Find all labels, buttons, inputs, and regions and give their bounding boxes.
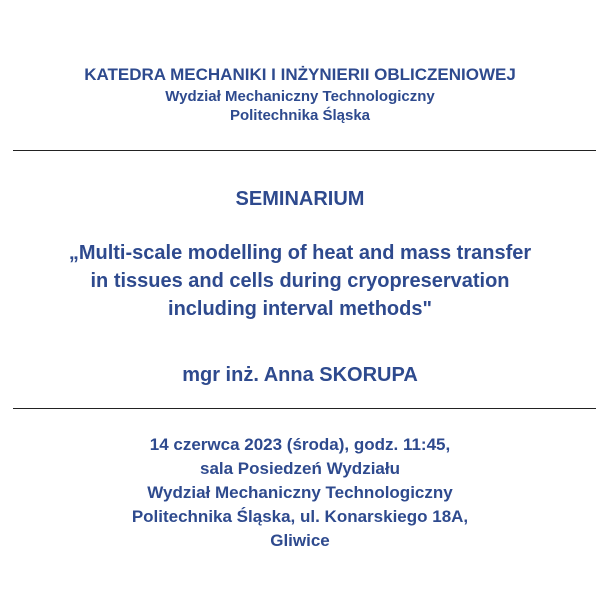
speaker — [0, 363, 600, 387]
department-heading — [0, 64, 600, 85]
seminar-label — [0, 187, 600, 211]
seminar-label-text: SEMINARIUM — [235, 188, 365, 210]
department-name: KATEDRA MECHANIKI I INŻYNIERII OBLICZENIOWEJ — [84, 65, 516, 84]
event-faculty: Wydział Mechaniczny Technologiczny — [147, 483, 453, 502]
seminar-title-line-1: „Multi-scale modelling of heat and mass transfer — [68, 242, 532, 264]
event-room: sala Posiedzeń Wydziału — [200, 459, 400, 478]
event-date-time: 14 czerwca 2023 (środa), godz. 11:45, — [149, 435, 451, 454]
seminar-title-line-2: in tissues and cells during cryopreservation — [90, 270, 510, 292]
top-divider — [13, 150, 596, 151]
event-city: Gliwice — [270, 531, 330, 550]
university-name: Politechnika Śląska — [229, 107, 371, 124]
speaker-name: mgr inż. Anna SKORUPA — [182, 364, 418, 386]
seminar-title-line-3: including interval methods" — [168, 298, 432, 320]
event-details — [0, 433, 600, 553]
institution-heading — [0, 87, 600, 125]
bottom-divider — [13, 408, 596, 409]
faculty-name: Wydział Mechaniczny Technologiczny — [165, 88, 435, 105]
event-address: Politechnika Śląska, ul. Konarskiego 18A, — [131, 507, 469, 526]
seminar-title — [0, 239, 600, 323]
